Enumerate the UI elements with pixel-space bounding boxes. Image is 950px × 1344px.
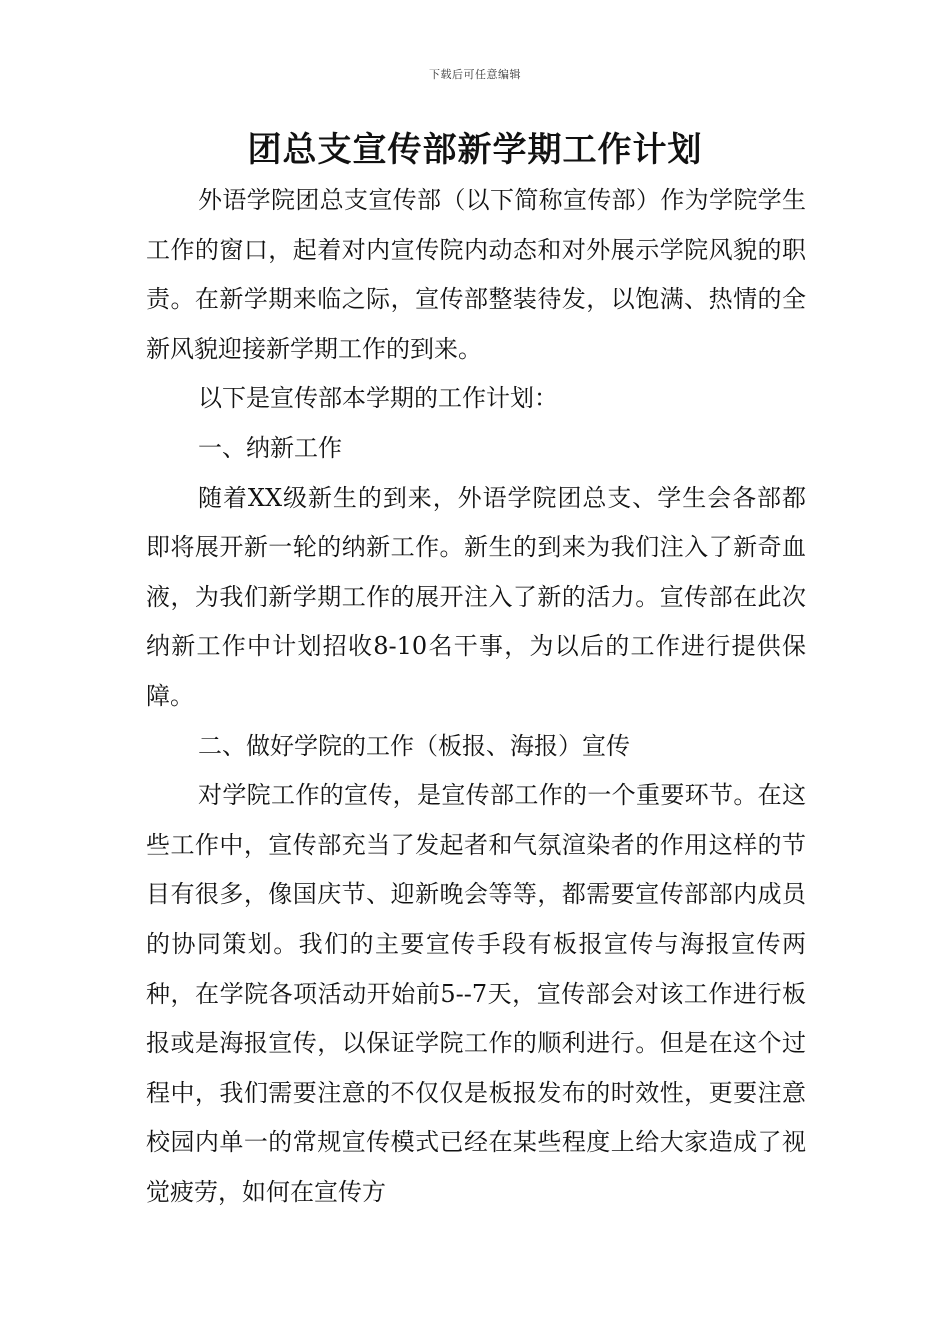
section-heading-recruitment: 一、纳新工作 <box>198 433 342 462</box>
paragraph-intro: 外语学院团总支宣传部（以下简称宣传部）作为学院学生工作的窗口，起着对内宣传院内动态和对外展示学院风貌的职责。在新学期来临之际，宣传部整装待发，以饱满、热情的全新风貌迎接新学期工作的到来。 <box>146 186 806 363</box>
section-heading-publicity: 二、做好学院的工作（板报、海报）宣传 <box>198 731 630 760</box>
paragraph-plan-lead: 以下是宣传部本学期的工作计划： <box>198 384 558 413</box>
document-title: 团总支宣传部新学期工作计划 <box>247 130 703 170</box>
header-note: 下载后可任意编辑 <box>429 68 521 81</box>
paragraph-recruitment: 随着XX级新生的到来，外语学院团总支、学生会各部都即将展开新一轮的纳新工作。新生的到来为我们注入了新奇血液，为我们新学期工作的展开注入了新的活力。宣传部在此次纳新工作中计划招收8-10名干事，为以后的工作进行提供保障。 <box>146 483 806 710</box>
document-body <box>146 176 806 1217</box>
paragraph-publicity: 对学院工作的宣传，是宣传部工作的一个重要环节。在这些工作中，宣传部充当了发起者和气氛渲染者的作用这样的节目有很多，像国庆节、迎新晚会等等，都需要宣传部部内成员的协同策划。我们的主要宣传手段有板报宣传与海报宣传两种，在学院各项活动开始前5--7天，宣传部会对该工作进行板报或是海报宣传，以保证学院工作的顺利进行。但是在这个过程中，我们需要注意的不仅仅是板报发布的时效性，更要注意校园内单一的常规宣传模式已经在某些程度上给大家造成了视觉疲劳，如何在宣传方 <box>146 781 806 1206</box>
